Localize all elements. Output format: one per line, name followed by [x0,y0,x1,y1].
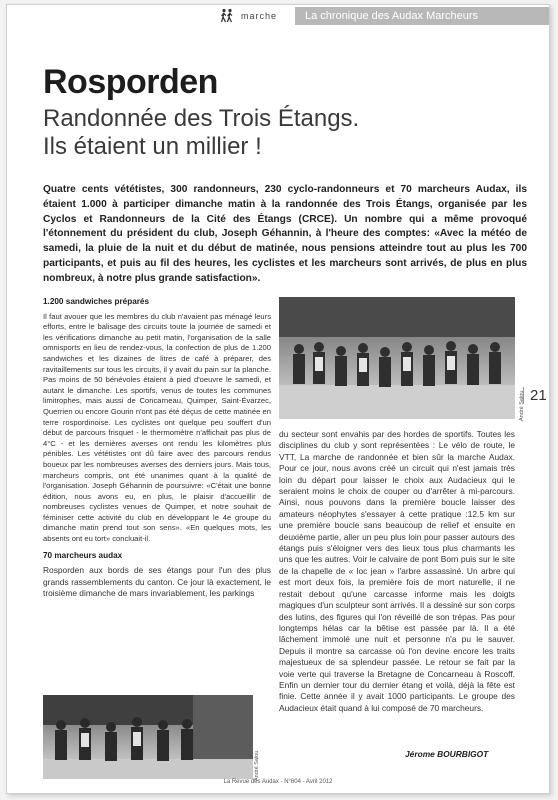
walkers-photo-top-image [279,297,515,419]
section2-paragraph: Rosporden aux bords de ses étangs pour l'un des plus grands rassemblements du canton. Ce jour là exactement, le troisième dimanche de mars invariablement, les parkings [43,565,271,599]
page-footer: La Revue des Audax - N°604 - Avril 2012 [223,779,333,785]
section1-heading: 1.200 sandwiches préparés [43,297,150,306]
walkers-photo-top [279,297,515,419]
walkers-photo-bottom [43,695,253,779]
header-bar [7,5,549,27]
left-column [43,297,271,605]
right-column [279,429,515,720]
walkers-photo-bottom-image [43,695,253,779]
photo-credit-bottom: André Salou [254,750,260,781]
section2-heading: 70 marcheurs audax [43,550,123,560]
magazine-page [6,4,550,794]
walkers-icon [219,8,235,24]
page-number: 21 [523,387,547,404]
section1-paragraph: Il faut avouer que les membres du club n'avaient pas ménagé leurs efforts, entre le balisage des circuits toute la journée de samedi et les vérifications dimanche au petit matin, l'organisation de la salle omnisports en lieu de rendez-vous, la confection de plus de 1.200 sandwiches et les dizaines de litres de café à préparer, des ravitaillements sur tous les circuits, il y avait du pain sur la planche. Pas moins de 50 bénévoles étaient à pied d'oeuvre le samedi, et autant le dimanche. Les sportifs, venus de toutes les communes limitrophes, mais aussi de Concarneau, Quimper, Saint-Évarzec, Querrien ou encore Gourin n'ont pas été déçus de cette matinée en terre rospordinoise. Les cyclistes ont quelque peu souffert d'un début de parcours frisquet - le thermomètre n'affichait pas plus de 4°C - et les dernières averses ont rendu les kilomètres plus pénibles. Les vététistes ont dû faire avec des parcours rendus boueux par les nombreuses averses des derniers jours. Mais tous, marcheurs compris, ont été unanimes quant à la qualité de l'organisation. Joseph Géhannin de poursuivre: «C'était une bonne édition, nous avons eu, en plus, le plaisir d'accueillir de nombreuses cyclistes venues de Quimper, et notre souhait de féminiser cette activité du club en développant le 4e groupe du dimanche matin prend tout son sens». «En quelques mots, les absents ont eu tort» concluait-il. [43,311,271,544]
article-subtitle [43,105,463,161]
section-tag [219,7,277,25]
chronicle-title: La chronique des Audax Marcheurs [295,7,550,25]
subtitle-line-1: Randonnée des Trois Étangs. [43,105,360,132]
article-lead: Quatre cents vététistes, 300 randonneurs, 230 cyclo-randonneurs et 70 marcheurs Audax, ils étaient 1.000 à participer dimanche matin à la randonnée des Trois Étangs, organisée par les Cyclos et Randonneurs de la Cité des Étangs (CRCE). Un nombre qui a même provoqué l'étonnement du président du club, Joseph Géhannin, à l'heure des comptes: «Avec la météo de samedi, la pluie de la nuit et du début de matinée, nous pensions atteindre tout au plus les 700 participants, et puis au fil des heures, les cyclistes et les marcheurs sont arrivés, de plus en plus nombreux, à notre plus grande satisfaction». [43,184,527,284]
photo-credit-top: André Salou [519,390,525,421]
article-title: Rosporden [43,63,218,101]
right-paragraph: du secteur sont envahis par des hordes de sportifs. Toutes les disciplines du club y sont représentées : Le vélo de route, le VTT, La marche de randonnée et bien sûr la marche Audax. Pour ce jour, nous avons créé un circuit qui n'est jamais très loin du départ pour laisser le choix aux Audacieux qui le seraient moins le choix de couper ou d'arrêter à mi-parcours. Ainsi, nous pouvons dans la première boucle laisser des amateurs néophytes s'essayer à cette pratique :12.5 km sur une première boucle sans beaucoup de relief et ensuite en deuxième partie, aller un peu plus loin pour passer autours des étangs puis s'éloigner vers des lieux tous plus charmants les uns que les autres. Voir le calvaire de pont Born puis sur le site de la chapelle de « loc jean » l'arbre assassiné. Un arbre qui est mort deux fois, la première fois de mort naturelle, il ne restait debout qu'une carcasse informe mais les doigts magiques d'un sculpteur sont arrivés. Il a dessiné sur son corps des lutins, des figures qui l'on réveillé de son trépas. Pas pour longtemps hélas car la bêtise est passée par là. Il a été lâchement immolé une nuit et personne n'a pu le sauver. Depuis il montre sa carcasse où l'on devine encore les traits majestueux de sa splendeur passée. Le retour se fait par la voie verte qui traverse la Bretagne de Concarneau à Roscoff. Enfin un dernier tour du dernier étang et voilà, déjà la fête est finie. Cette année il y avait 1000 participants. Le groupe des Audacieux était quand à lui composé de 70 marcheurs. [279,429,515,713]
author-signature: Jérome BOURBIGOT [405,749,489,759]
subtitle-line-2: Ils étaient un millier ! [43,133,262,160]
section-label: marche [241,11,278,21]
